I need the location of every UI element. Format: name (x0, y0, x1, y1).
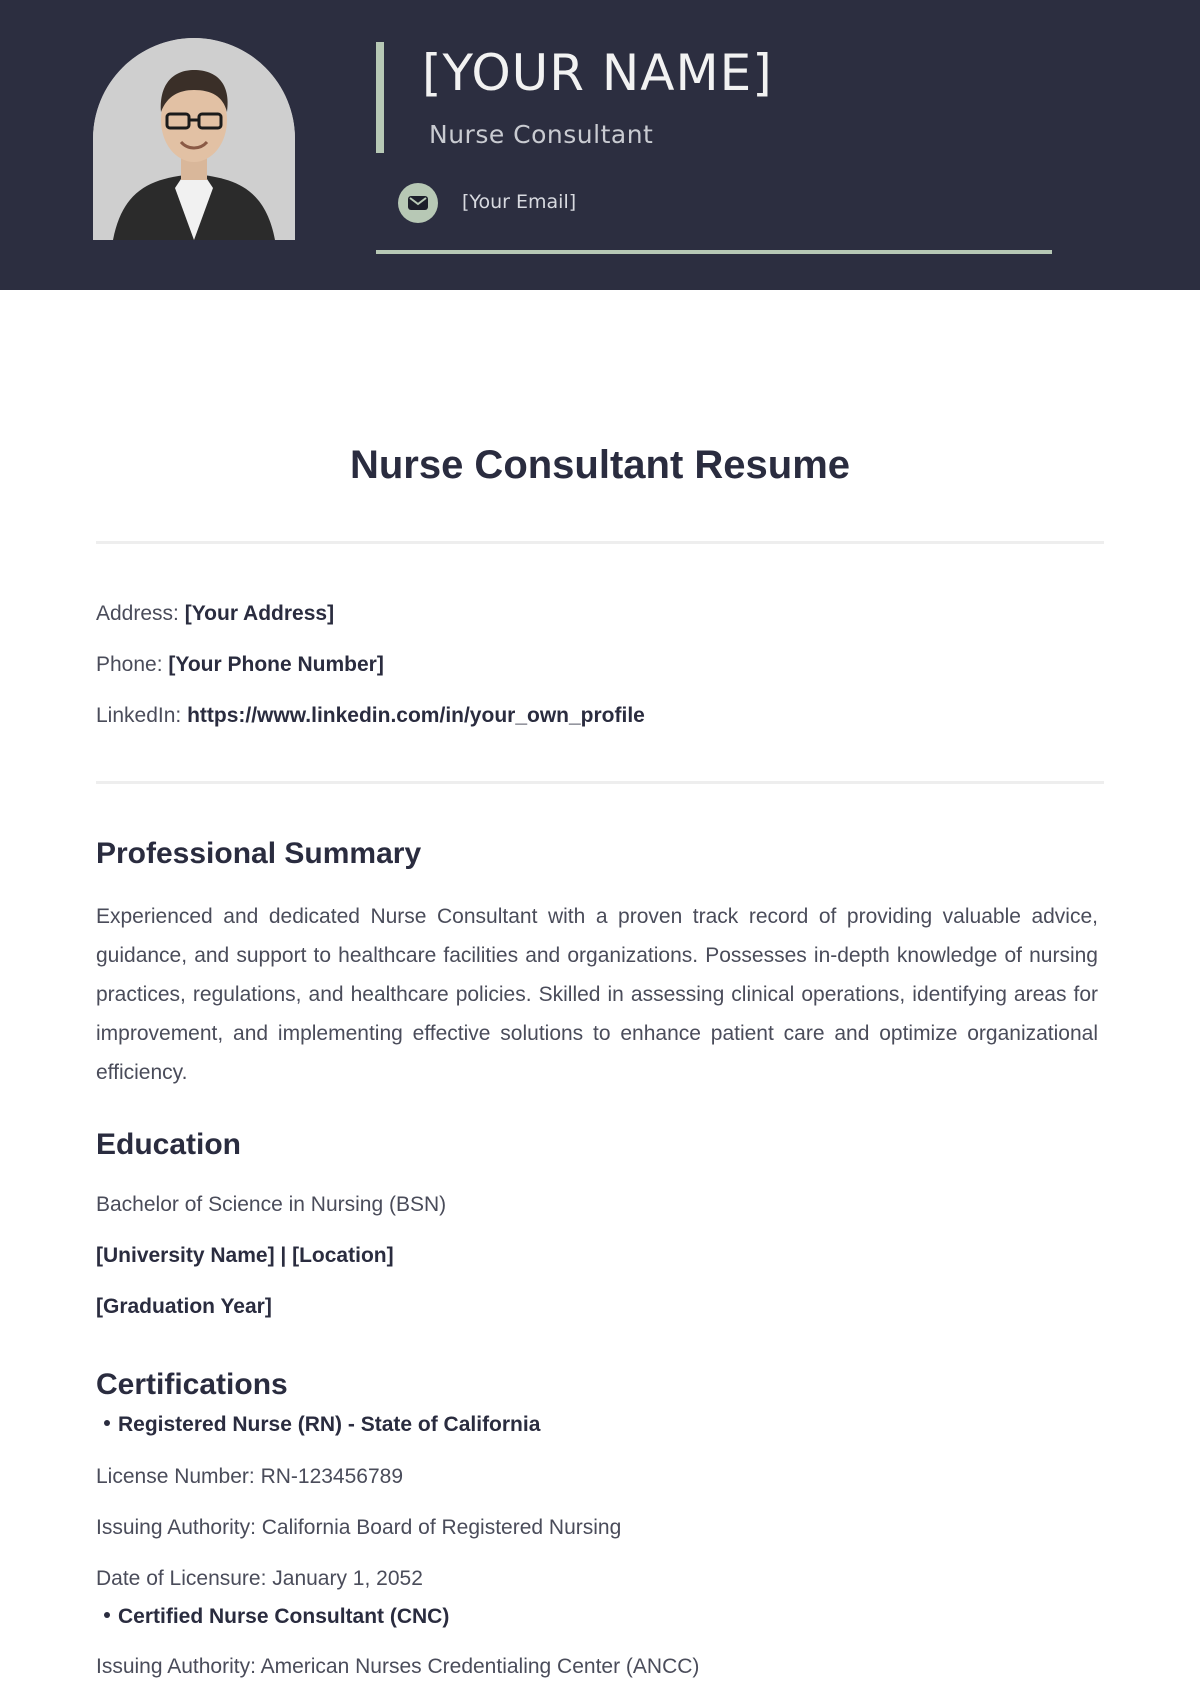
bullet-icon (104, 1420, 110, 1426)
divider (96, 781, 1104, 784)
linkedin-label: LinkedIn: (96, 704, 182, 727)
certification-title: Registered Nurse (RN) - State of California (118, 1413, 541, 1436)
summary-heading: Professional Summary (96, 837, 422, 870)
envelope-icon (398, 183, 438, 223)
education-year: [Graduation Year] (96, 1295, 272, 1318)
bullet-icon (104, 1612, 110, 1618)
phone-label: Phone: (96, 653, 163, 676)
divider (96, 541, 1104, 544)
linkedin-link[interactable]: https://www.linkedin.com/in/your_own_profile (187, 704, 645, 727)
certification-authority: Issuing Authority: American Nurses Credentialing Center (ANCC) (96, 1655, 700, 1678)
education-school: [University Name] | [Location] (96, 1244, 394, 1267)
certification-title: Certified Nurse Consultant (CNC) (118, 1605, 450, 1628)
certification-license: License Number: RN-123456789 (96, 1465, 404, 1488)
certification-item (104, 1605, 449, 1629)
address-line (96, 602, 334, 626)
summary-text: Experienced and dedicated Nurse Consultant with a proven track record of providing valuable advice, guidance, and support to healthcare facilities and organizations. Possesses in-depth knowledge of nursing practices, regulations, and healthcare policies. Skilled in assessing clinical operations, identifying areas for improvement, and implementing effective solutions to enhance patient care and optimize organizational efficiency. (96, 905, 1098, 1084)
person-illustration (93, 38, 295, 240)
phone-line (96, 653, 384, 677)
education-heading: Education (96, 1128, 242, 1161)
candidate-name: [YOUR NAME] (422, 44, 773, 102)
page-title: Nurse Consultant Resume (349, 443, 851, 487)
profile-photo (93, 38, 295, 240)
certification-item (104, 1413, 540, 1437)
header-divider (376, 250, 1052, 254)
email-text: [Your Email] (462, 191, 577, 213)
address-value: [Your Address] (184, 602, 335, 625)
header-accent-bar (376, 42, 384, 153)
address-label: Address: (96, 602, 179, 625)
candidate-role: Nurse Consultant (429, 120, 654, 149)
linkedin-line (96, 704, 645, 728)
resume-header (0, 0, 1200, 290)
phone-value: [Your Phone Number] (168, 653, 384, 676)
envelope-icon-glyph (406, 191, 430, 215)
certification-authority: Issuing Authority: California Board of Registered Nursing (96, 1516, 622, 1539)
certification-date: Date of Licensure: January 1, 2052 (96, 1567, 423, 1590)
certifications-heading: Certifications (96, 1368, 288, 1401)
education-degree: Bachelor of Science in Nursing (BSN) (96, 1193, 447, 1216)
